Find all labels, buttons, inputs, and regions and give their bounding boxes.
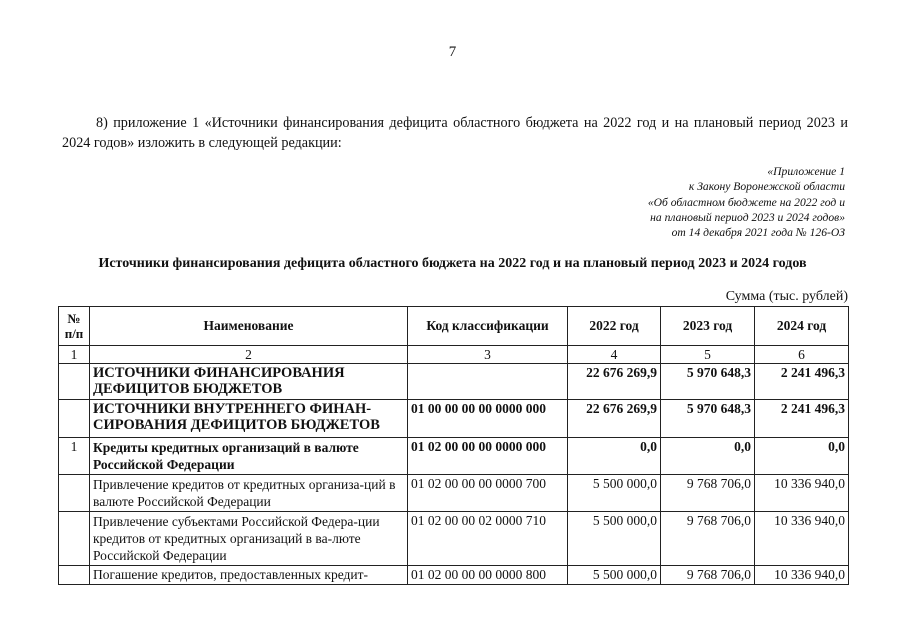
column-number-row — [59, 346, 849, 364]
row-index-cell — [59, 512, 90, 566]
row-value-2024: 0,0 — [755, 438, 849, 475]
column-number-cell: 4 — [568, 346, 661, 364]
header-cell: Код классификации — [408, 307, 568, 346]
row-value-2024: 2 241 496,3 — [755, 364, 849, 400]
row-value-2022: 22 676 269,9 — [568, 400, 661, 438]
row-name-cell: ИСТОЧНИКИ ВНУТРЕННЕГО ФИНАН-СИРОВАНИЯ ДЕФИЦИТОВ БЮДЖЕТОВ — [90, 400, 408, 438]
budget-table — [58, 306, 849, 585]
header-cell: Наименование — [90, 307, 408, 346]
row-name-cell: ИСТОЧНИКИ ФИНАНСИРОВАНИЯ ДЕФИЦИТОВ БЮДЖЕТОВ — [90, 364, 408, 400]
page-number: 7 — [448, 44, 457, 60]
column-number-cell: 3 — [408, 346, 568, 364]
row-value-2022: 5 500 000,0 — [568, 512, 661, 566]
row-name-cell: Привлечение кредитов от кредитных организа-ций в валюте Российской Федерации — [90, 475, 408, 512]
row-value-2024: 10 336 940,0 — [755, 512, 849, 566]
table-row — [59, 438, 849, 475]
row-index-cell — [59, 364, 90, 400]
column-number-cell: 1 — [59, 346, 90, 364]
intro-paragraph: 8) приложение 1 «Источники финансирования дефицита областного бюджета на 2022 год и на плановый период 2023 и 2024 годов» изложить в следующей редакции: — [62, 115, 848, 151]
row-value-2023: 5 970 648,3 — [661, 364, 755, 400]
row-code-cell: 01 02 00 00 02 0000 710 — [408, 512, 568, 566]
table-header-row — [59, 307, 849, 346]
row-value-2024: 2 241 496,3 — [755, 400, 849, 438]
table-row — [59, 400, 849, 438]
annex-line: «Об областном бюджете на 2022 год и — [647, 195, 845, 209]
column-number-cell: 5 — [661, 346, 755, 364]
column-number-cell: 6 — [755, 346, 849, 364]
row-name-cell: Привлечение субъектами Российской Федера-ции кредитов от кредитных организаций в ва-люте Российской Федерации — [90, 512, 408, 566]
table-row — [59, 364, 849, 400]
row-code-cell: 01 02 00 00 00 0000 800 — [408, 566, 568, 585]
header-cell: 2023 год — [661, 307, 755, 346]
row-code-cell: 01 02 00 00 00 0000 000 — [408, 438, 568, 475]
column-number-cell: 2 — [90, 346, 408, 364]
row-value-2022: 0,0 — [568, 438, 661, 475]
table-row — [59, 512, 849, 566]
annex-heading — [648, 164, 845, 240]
annex-line: к Закону Воронежской области — [688, 180, 845, 194]
row-code-cell: 01 02 00 00 00 0000 700 — [408, 475, 568, 512]
row-value-2023: 5 970 648,3 — [661, 400, 755, 438]
row-value-2023: 9 768 706,0 — [661, 566, 755, 585]
header-cell: 2024 год — [755, 307, 849, 346]
row-index-cell — [59, 566, 90, 585]
annex-line: от 14 декабря 2021 года № 126-ОЗ — [671, 226, 845, 240]
row-index-cell: 1 — [59, 438, 90, 475]
row-value-2024: 10 336 940,0 — [755, 475, 849, 512]
header-cell: 2022 год — [568, 307, 661, 346]
row-index-cell — [59, 400, 90, 438]
row-value-2023: 0,0 — [661, 438, 755, 475]
row-value-2022: 22 676 269,9 — [568, 364, 661, 400]
document-title: Источники финансирования дефицита областного бюджета на 2022 год и на плановый период 2023 и 2024 годов — [98, 256, 807, 271]
row-value-2022: 5 500 000,0 — [568, 475, 661, 512]
annex-line: «Приложение 1 — [767, 165, 845, 178]
row-name-cell: Кредиты кредитных организаций в валюте Российской Федерации — [90, 438, 408, 475]
row-name-cell: Погашение кредитов, предоставленных кредит- — [90, 566, 408, 585]
row-value-2023: 9 768 706,0 — [661, 475, 755, 512]
row-code-cell: 01 00 00 00 00 0000 000 — [408, 400, 568, 438]
units-label: Сумма (тыс. рублей) — [725, 289, 848, 304]
row-index-cell — [59, 475, 90, 512]
row-code-cell — [408, 364, 568, 400]
table-row — [59, 475, 849, 512]
header-cell: № п/п — [59, 307, 90, 346]
table-row — [59, 566, 849, 585]
row-value-2022: 5 500 000,0 — [568, 566, 661, 585]
annex-line: на плановый период 2023 и 2024 годов» — [650, 210, 845, 224]
row-value-2023: 9 768 706,0 — [661, 512, 755, 566]
row-value-2024: 10 336 940,0 — [755, 566, 849, 585]
